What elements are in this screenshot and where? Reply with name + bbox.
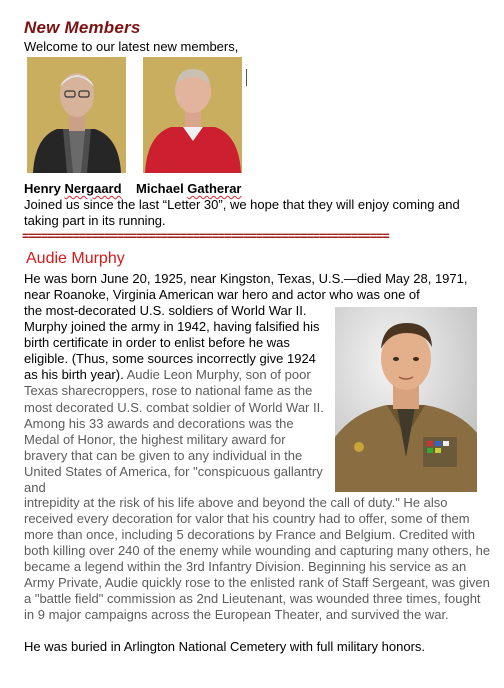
section-title-audie-murphy: Audie Murphy xyxy=(26,250,125,267)
member-photo-michael xyxy=(143,57,242,173)
member-names xyxy=(24,181,242,196)
bio-paragraph-bottom: intrepidity at the risk of his life above and beyond the call of duty." He also received every decoration for valor that his country had to offer, some of them more than once, including 5 decorations by France and Belgium. Credited with both killing over 240 of the enemy while wounding and capturing many others, he became a legend within the 3rd Infantry Division. Beginning his service as an Army Private, Audie quickly rose to the enlisted rank of Staff Sergeant, was given a "battle field" commission as 2nd Lieutenant, was wounded three times, fought in 9 major campaigns across the European Theater, and survived the war. xyxy=(24,495,491,622)
bio-paragraph-left xyxy=(24,303,331,496)
section-divider: ========================================================== xyxy=(22,230,389,242)
burial-text: He was buried in Arlington National Cemetery with full military honors. xyxy=(24,639,426,654)
member2-last: Gatherar xyxy=(187,181,242,196)
section-title-new-members: New Members xyxy=(24,18,141,37)
member-photo-henry xyxy=(27,57,126,173)
member1-last: Nergaard xyxy=(64,181,122,196)
text-cursor xyxy=(246,69,247,86)
joined-text: Joined us since the last “Letter 30”, we hope that they will enjoy coming and taking part in its running. xyxy=(24,197,460,228)
bio-left-gray: Audie Leon Murphy, son of poor Texas sharecroppers, rose to national fame as the most decorated U.S. combat soldier of World War II. Among his 33 awards and decorations was the Medal of Honor, the highest military award for bravery that can be given to any individual in the United States of America, for "conspicuous gallantry and xyxy=(24,367,324,496)
member1-first: Henry xyxy=(24,181,65,196)
welcome-text: Welcome to our latest new members, xyxy=(24,39,239,54)
bio-left-black: the most-decorated U.S. soldiers of World War II. Murphy joined the army in 1942, having falsified his birth certificate in order to enlist before he was eligible. (Thus, some sources incorrectly give 1924 as his birth year). xyxy=(24,303,320,383)
member2-first: Michael xyxy=(136,181,188,196)
bio-paragraph-top: He was born June 20, 1925, near Kingston, Texas, U.S.—died May 28, 1971, near Roanoke, Virginia American war hero and actor who was one of xyxy=(24,271,468,302)
portrait-audie-murphy xyxy=(335,307,477,492)
